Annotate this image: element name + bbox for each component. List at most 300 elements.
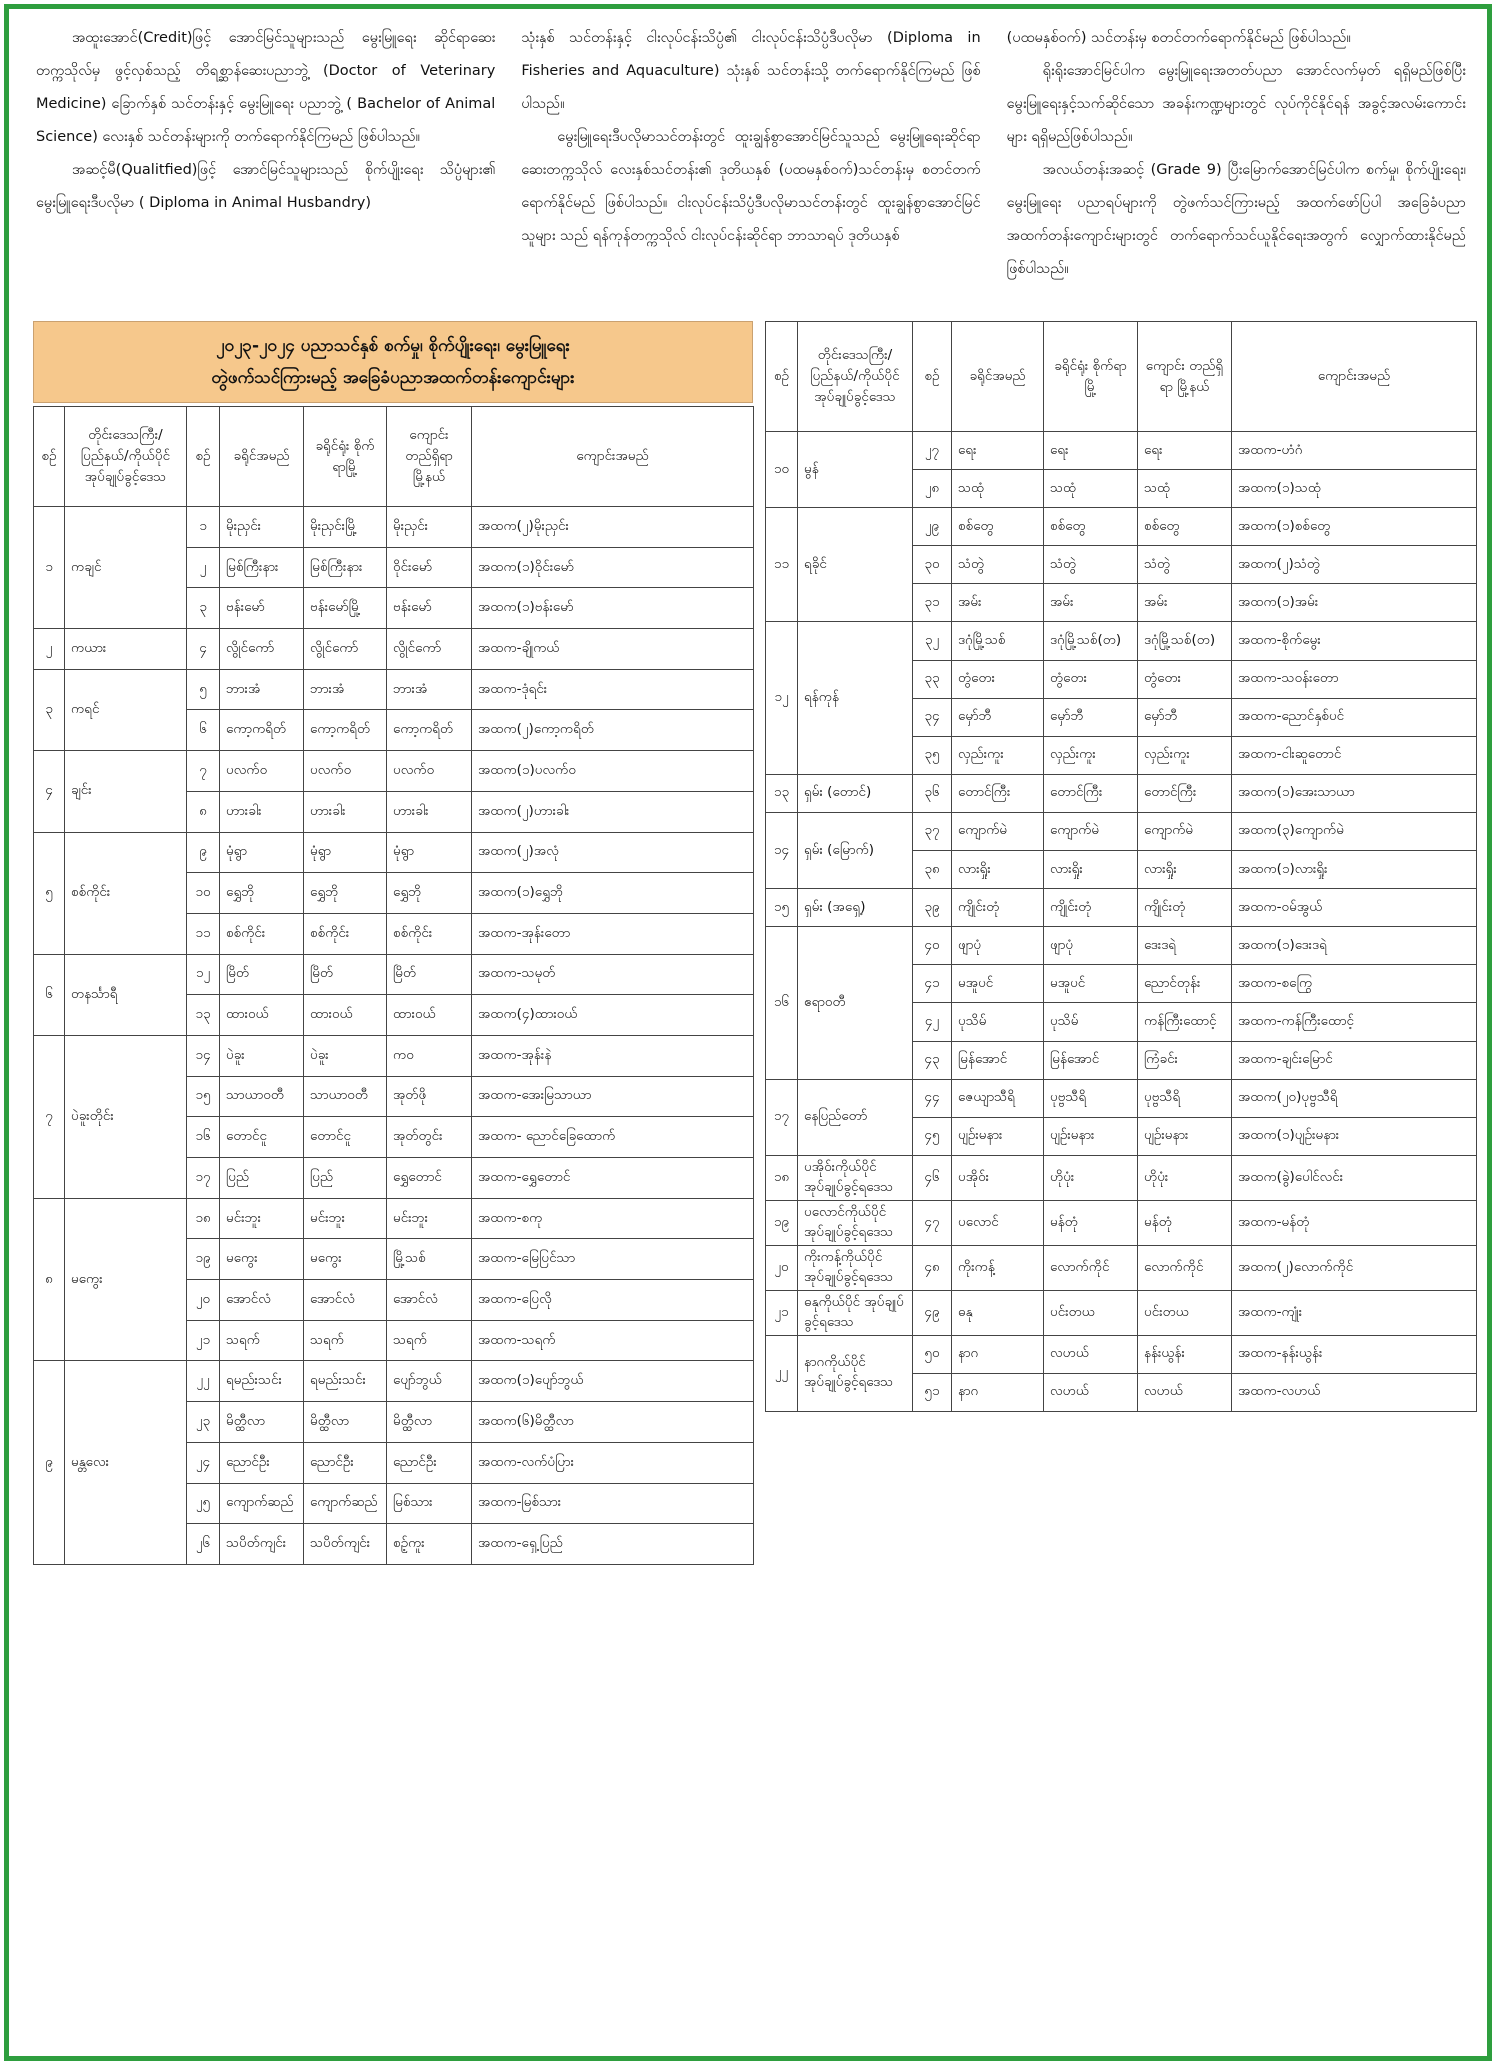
row-number: ၁၃: [187, 995, 220, 1036]
region-number: ၈: [34, 1198, 65, 1361]
paragraph: အဆင့်မီ(Qualitfied)ဖြင့် အောင်မြင်သူများသည် စိုက်ပျိုးရေး သိပ္ပံများ၏ မွေးမြူရေးဒီပလိုမာ ( Diploma in Animal Husbandry): [36, 162, 496, 211]
table-row: [34, 629, 754, 670]
row-number: ၃၄: [913, 698, 952, 736]
district-name: ဓနု: [952, 1290, 1044, 1335]
district-town: မင်းဘူး: [304, 1198, 387, 1239]
header-row: [34, 407, 754, 507]
school-township: ညောင်ဦး: [387, 1442, 472, 1483]
region-name: ကိုးကန့်ကိုယ်ပိုင် အုပ်ချုပ်ခွင့်ရဒေသ: [798, 1245, 913, 1290]
row-number: ၄၉: [913, 1290, 952, 1335]
school-township: ဝိုင်းမော်: [387, 547, 472, 588]
region-number: ၁၉: [766, 1200, 798, 1245]
district-name: ကျောက်ဆည်: [220, 1483, 304, 1524]
district-name: ပဲခူး: [220, 1035, 304, 1076]
district-town: မကွေး: [304, 1239, 387, 1280]
district-town: မြစ်ကြီးနား: [304, 547, 387, 588]
district-town: မိုးညှင်းမြို့: [304, 507, 387, 548]
school-name: အထက-သဝန်းတော: [1232, 660, 1477, 698]
school-township: လဟယ်: [1138, 1373, 1232, 1411]
school-township: အောင်လံ: [387, 1280, 472, 1321]
row-number: ၂၈: [913, 470, 952, 508]
row-number: ၁၀: [187, 873, 220, 914]
district-name: တောင်ငူ: [220, 1117, 304, 1158]
region-number: ၁: [34, 507, 65, 629]
district-name: ဗန်းမော်: [220, 588, 304, 629]
row-number: ၅၀: [913, 1335, 952, 1373]
school-township: ဒေးဒရဲ: [1138, 927, 1232, 965]
district-name: ပလောင်: [952, 1200, 1044, 1245]
district-name: မှော်ဘီ: [952, 698, 1044, 736]
district-town: သရက်: [304, 1320, 387, 1361]
district-town: ပင်းတယ: [1044, 1290, 1138, 1335]
school-township: မှော်ဘီ: [1138, 698, 1232, 736]
table-row: [34, 954, 754, 995]
school-name: အထက(၁)ပလက်ဝ: [472, 751, 754, 792]
school-township: အမ်း: [1138, 584, 1232, 622]
region-number: ၂၁: [766, 1290, 798, 1335]
district-name: ပျဉ်းမနား: [952, 1117, 1044, 1155]
school-township: မင်းဘူး: [387, 1198, 472, 1239]
region-name: ကယား: [65, 629, 187, 670]
region-number: ၁၀: [766, 432, 798, 508]
region-name: ရှမ်း (မြောက်): [798, 812, 913, 888]
row-number: ၃၀: [913, 546, 952, 584]
district-town: လှည်းကူး: [1044, 736, 1138, 774]
school-township: ဒဂုံမြို့သစ်(တ): [1138, 622, 1232, 660]
region-number: ၂၂: [766, 1335, 798, 1411]
region-number: ၁၈: [766, 1155, 798, 1200]
district-name: တွံတေး: [952, 660, 1044, 698]
district-name: ပအိုဝ်း: [952, 1155, 1044, 1200]
row-number: ၃၆: [913, 774, 952, 812]
district-name: ထားဝယ်: [220, 995, 304, 1036]
table-title-line-1: ၂၀၂၃-၂၀၂၄ ပညာသင်နှစ် စက်မှု၊ စိုက်ပျိုးရေး၊ မွေးမြူရေး: [216, 336, 570, 356]
row-number: ၂၂: [187, 1361, 220, 1402]
row-number: ၁: [187, 507, 220, 548]
school-name: အထက(၁)စစ်တွေ: [1232, 508, 1477, 546]
school-township: ကျောက်မဲ: [1138, 812, 1232, 850]
district-name: သပိတ်ကျင်း: [220, 1524, 304, 1565]
school-name: အထက-ချင်းမြောင်: [1232, 1041, 1477, 1079]
school-name: အထက-အုန်းတော: [472, 913, 754, 954]
school-township: စစ်ကိုင်း: [387, 913, 472, 954]
school-name: အထက-ရှေ့ပြည်: [472, 1524, 754, 1565]
row-number: ၄၃: [913, 1041, 952, 1079]
school-township: သံတွဲ: [1138, 546, 1232, 584]
row-number: ၅: [187, 669, 220, 710]
row-number: ၃၂: [913, 622, 952, 660]
school-name: အထက(၄)ထားဝယ်: [472, 995, 754, 1036]
school-township: ကြံခင်း: [1138, 1041, 1232, 1079]
intro-column-2: [521, 22, 980, 290]
district-name: မုံရွာ: [220, 832, 304, 873]
row-number: ၁၆: [187, 1117, 220, 1158]
district-town: ကျောက်မဲ: [1044, 812, 1138, 850]
header-row: [766, 322, 1477, 432]
school-township: မြို့သစ်: [387, 1239, 472, 1280]
school-township: လှည်းကူး: [1138, 736, 1232, 774]
district-name: လွိုင်ကော်: [220, 629, 304, 670]
school-name: အထက-မြေပြင်သာ: [472, 1239, 754, 1280]
district-name: ဇေယျာသီရိ: [952, 1079, 1044, 1117]
table-row: [766, 1079, 1477, 1117]
school-township: ကန်ကြီးထောင့်: [1138, 1003, 1232, 1041]
school-name: အထက-စကြွေ: [1232, 965, 1477, 1003]
school-township: မိတ္ထီလာ: [387, 1402, 472, 1443]
district-name: မိုးညှင်း: [220, 507, 304, 548]
school-township: ရေး: [1138, 432, 1232, 470]
school-name: အထက-သမုတ်: [472, 954, 754, 995]
school-name: အထက(၁)သထုံ: [1232, 470, 1477, 508]
row-number: ၂၆: [187, 1524, 220, 1565]
school-township: လောက်ကိုင်: [1138, 1245, 1232, 1290]
school-township: ပလက်ဝ: [387, 751, 472, 792]
district-town: ပုသိမ်: [1044, 1003, 1138, 1041]
school-township: မြိတ်: [387, 954, 472, 995]
district-name: ရွှေဘို: [220, 873, 304, 914]
school-name: အထက(၂)သံတွဲ: [1232, 546, 1477, 584]
district-name: သရက်: [220, 1320, 304, 1361]
region-name: မန္တလေး: [65, 1361, 187, 1564]
school-name: အထက-ဟံဂံ: [1232, 432, 1477, 470]
region-number: ၄: [34, 751, 65, 832]
school-name: အထက(၁)ဝိုင်းမော်: [472, 547, 754, 588]
col-header-sr: စဉ်: [766, 322, 798, 432]
district-town: အောင်လံ: [304, 1280, 387, 1321]
paragraph: ရိုးရိုးအောင်မြင်ပါက မွေးမြူရေးအတတ်ပညာ အောင်လက်မှတ် ရရှိမည်ဖြစ်ပြီး မွေးမြူရေးနှင့်သက်ဆိုင်သော အခန်းကဏ္ဍများတွင် လုပ်ကိုင်နိုင်ရန် အခွင့်အလမ်းကောင်းများ ရရှိမည်ဖြစ်ပါသည်။: [1006, 63, 1466, 145]
school-township: နန်းယွန်း: [1138, 1335, 1232, 1373]
col-header-region: တိုင်းဒေသကြီး/ ပြည်နယ်/ကိုယ်ပိုင် အုပ်ချုပ်ခွင့်ဒေသ: [798, 322, 913, 432]
col-header-sr: စဉ်: [34, 407, 65, 507]
district-name: မိတ္ထီလာ: [220, 1402, 304, 1443]
school-name: အထက(၃)ကျောက်မဲ: [1232, 812, 1477, 850]
region-number: ၁၇: [766, 1079, 798, 1155]
district-town: သံတွဲ: [1044, 546, 1138, 584]
table-row: [766, 1200, 1477, 1245]
school-name: အထက-ကျုံး: [1232, 1290, 1477, 1335]
region-name: တနင်္သာရီ: [65, 954, 187, 1035]
school-name: အထက-အုန်းနဲ: [472, 1035, 754, 1076]
row-number: ၄: [187, 629, 220, 670]
school-township: သထုံ: [1138, 470, 1232, 508]
district-town: မိတ္ထီလာ: [304, 1402, 387, 1443]
district-town: မုံရွာ: [304, 832, 387, 873]
school-township: သရက်: [387, 1320, 472, 1361]
school-township: ပုဗ္ဗသီရိ: [1138, 1079, 1232, 1117]
region-name: ပအိုဝ်းကိုယ်ပိုင် အုပ်ချုပ်ခွင့်ရဒေသ: [798, 1155, 913, 1200]
district-town: စစ်တွေ: [1044, 508, 1138, 546]
region-number: ၆: [34, 954, 65, 1035]
school-township: မြစ်သား: [387, 1483, 472, 1524]
row-number: ၈: [187, 791, 220, 832]
region-number: ၂: [34, 629, 65, 670]
col-header-district: ခရိုင်အမည်: [220, 407, 304, 507]
district-town: ပလက်ဝ: [304, 751, 387, 792]
school-township: ဘားအံ: [387, 669, 472, 710]
region-name: နေပြည်တော်: [798, 1079, 913, 1155]
district-name: ရမည်းသင်း: [220, 1361, 304, 1402]
district-town: အမ်း: [1044, 584, 1138, 622]
table-row: [34, 1035, 754, 1076]
row-number: ၂၁: [187, 1320, 220, 1361]
district-town: တောင်ကြီး: [1044, 774, 1138, 812]
row-number: ၄၆: [913, 1155, 952, 1200]
intro-column-1: [36, 22, 495, 290]
school-name: အထက-မြစ်သား: [472, 1483, 754, 1524]
district-town: ကော့ကရိတ်: [304, 710, 387, 751]
table-row: [34, 507, 754, 548]
table-row: [766, 1290, 1477, 1335]
row-number: ၂၀: [187, 1280, 220, 1321]
district-name: ပြည်: [220, 1158, 304, 1199]
school-township: လွိုင်ကော်: [387, 629, 472, 670]
table-row: [766, 432, 1477, 470]
row-number: ၆: [187, 710, 220, 751]
intro-column-3: [1007, 22, 1466, 290]
school-name: အထက-သရက်: [472, 1320, 754, 1361]
row-number: ၃၈: [913, 851, 952, 889]
district-name: ဟားခါး: [220, 791, 304, 832]
district-town: ပုဗ္ဗသီရိ: [1044, 1079, 1138, 1117]
row-number: ၂၅: [187, 1483, 220, 1524]
row-number: ၃၇: [913, 812, 952, 850]
school-township: ဗန်းမော်: [387, 588, 472, 629]
school-name: အထက-ငါးဆူတောင်: [1232, 736, 1477, 774]
school-township: ကျိုင်းတုံ: [1138, 889, 1232, 927]
school-township: ထားဝယ်: [387, 995, 472, 1036]
school-name: အထက(၁)ရွှေဘို: [472, 873, 754, 914]
school-name: အထက(၂)မိုးညှင်း: [472, 507, 754, 548]
region-number: ၁၂: [766, 622, 798, 774]
school-name: အထက(၂)ကော့ကရိတ်: [472, 710, 754, 751]
district-name: အောင်လံ: [220, 1280, 304, 1321]
district-name: ကျိုင်းတုံ: [952, 889, 1044, 927]
school-township: စဉ့်ကူး: [387, 1524, 472, 1565]
district-town: သာယာဝတီ: [304, 1076, 387, 1117]
school-name: အထက- ညောင်ခြေထောက်: [472, 1117, 754, 1158]
district-name: ကျောက်မဲ: [952, 812, 1044, 850]
schools-table-left: [33, 406, 754, 1565]
row-number: ၁၄: [187, 1035, 220, 1076]
region-number: ၃: [34, 669, 65, 750]
region-name: ဧရာဝတီ: [798, 927, 913, 1079]
region-number: ၁၆: [766, 927, 798, 1079]
school-name: အထက-ဝမ်အွယ်: [1232, 889, 1477, 927]
col-header-sr2: စဉ်: [913, 322, 952, 432]
region-number: ၁၅: [766, 889, 798, 927]
district-name: မြိတ်: [220, 954, 304, 995]
region-name: ရခိုင်: [798, 508, 913, 622]
district-town: ရွှေဘို: [304, 873, 387, 914]
paragraph: အထူးအောင်(Credit)ဖြင့် အောင်မြင်သူများသည် မွေးမြူရေး ဆိုင်ရာဆေးတက္ကသိုလ်မှ ဖွင့်လှစ်သည့် တိရစ္ဆာန်ဆေးပညာဘွဲ့ (Doctor of Veterinary Medicine) ခြောက်နှစ် သင်တန်းနှင့် မွေးမြူရေး ပညာဘွဲ့ ( Bachelor of Animal Science) လေးနှစ် သင်တန်းများကို တက်ရောက်နိုင်ကြမည် ဖြစ်ပါသည်။: [36, 30, 496, 145]
district-name: မအူပင်: [952, 965, 1044, 1003]
col-header-school-town: ကျောင်း တည်ရှိရာ မြို့နယ်: [1138, 322, 1232, 432]
district-town: လောက်ကိုင်: [1044, 1245, 1138, 1290]
row-number: ၃၅: [913, 736, 952, 774]
row-number: ၁၁: [187, 913, 220, 954]
district-name: လှည်းကူး: [952, 736, 1044, 774]
district-town: ဒဂုံမြို့သစ်(တ): [1044, 622, 1138, 660]
school-name: အထက-လဟယ်: [1232, 1373, 1477, 1411]
district-town: ဟားခါး: [304, 791, 387, 832]
table-title-line-2: တွဲဖက်သင်ကြားမည့် အခြေခံပညာအထက်တန်းကျောင်းများ: [211, 368, 575, 388]
district-town: ပြည်: [304, 1158, 387, 1199]
district-town: လဟယ်: [1044, 1373, 1138, 1411]
district-town: ရေး: [1044, 432, 1138, 470]
table-row: [34, 669, 754, 710]
district-name: သံတွဲ: [952, 546, 1044, 584]
district-town: ကျောက်ဆည်: [304, 1483, 387, 1524]
district-name: သထုံ: [952, 470, 1044, 508]
school-name: အထက-ကန်ကြီးထောင့်: [1232, 1003, 1477, 1041]
region-name: ပလောင်ကိုယ်ပိုင် အုပ်ချုပ်ခွင့်ရဒေသ: [798, 1200, 913, 1245]
district-town: ရမည်းသင်း: [304, 1361, 387, 1402]
school-township: ပင်းတယ: [1138, 1290, 1232, 1335]
district-name: မြစ်ကြီးနား: [220, 547, 304, 588]
row-number: ၂၄: [187, 1442, 220, 1483]
table-row: [766, 1335, 1477, 1373]
table-row: [34, 751, 754, 792]
district-town: လဟယ်: [1044, 1335, 1138, 1373]
school-name: အထက-စိုက်မွေး: [1232, 622, 1477, 660]
district-town: စစ်ကိုင်း: [304, 913, 387, 954]
region-number: ၁၁: [766, 508, 798, 622]
district-town: ပဲခူး: [304, 1035, 387, 1076]
region-name: ကချင်: [65, 507, 187, 629]
table-row: [766, 774, 1477, 812]
region-name: ဓနုကိုယ်ပိုင် အုပ်ချုပ်ခွင့်ရဒေသ: [798, 1290, 913, 1335]
intro-text: [36, 22, 1466, 290]
row-number: ၄၂: [913, 1003, 952, 1041]
school-name: အထက-ရွှေတောင်: [472, 1158, 754, 1199]
row-number: ၃၉: [913, 889, 952, 927]
school-name: အထက(၂)အလုံ: [472, 832, 754, 873]
district-name: နာဂ: [952, 1373, 1044, 1411]
district-town: သထုံ: [1044, 470, 1138, 508]
school-name: အထက(၂)လောက်ကိုင်: [1232, 1245, 1477, 1290]
school-name: အထက-နန်းယွန်း: [1232, 1335, 1477, 1373]
col-header-school-town: ကျောင်း တည်ရှိရာ မြို့နယ်: [387, 407, 472, 507]
row-number: ၁၂: [187, 954, 220, 995]
district-town: တွံတေး: [1044, 660, 1138, 698]
row-number: ၂၉: [913, 508, 952, 546]
school-township: ပျဉ်းမနား: [1138, 1117, 1232, 1155]
table-row: [766, 812, 1477, 850]
row-number: ၄၈: [913, 1245, 952, 1290]
district-name: ပလက်ဝ: [220, 751, 304, 792]
school-name: အထက-စကု: [472, 1198, 754, 1239]
school-name: အထက(၁)ပျဉ်းမနား: [1232, 1117, 1477, 1155]
district-town: မှော်ဘီ: [1044, 698, 1138, 736]
district-town: ကျိုင်းတုံ: [1044, 889, 1138, 927]
school-name: အထက(ခွဲ)ပေါင်လင်း: [1232, 1155, 1477, 1200]
school-township: စစ်တွေ: [1138, 508, 1232, 546]
school-township: တောင်ကြီး: [1138, 774, 1232, 812]
col-header-sr2: စဉ်: [187, 407, 220, 507]
region-number: ၅: [34, 832, 65, 954]
district-name: ကော့ကရိတ်: [220, 710, 304, 751]
paragraph: (ပထမနှစ်ဝက်) သင်တန်းမှ စတင်တက်ရောက်နိုင်မည် ဖြစ်ပါသည်။: [1006, 30, 1351, 46]
school-township: အုတ်တွင်း: [387, 1117, 472, 1158]
district-name: မြန်အောင်: [952, 1041, 1044, 1079]
district-town: မအူပင်: [1044, 965, 1138, 1003]
col-header-school: ကျောင်းအမည်: [1232, 322, 1477, 432]
table-row: [34, 1361, 754, 1402]
region-number: ၉: [34, 1361, 65, 1564]
region-name: မွန်: [798, 432, 913, 508]
school-township: ဟားခါး: [387, 791, 472, 832]
district-town: ဘားအံ: [304, 669, 387, 710]
school-township: မိုးညှင်း: [387, 507, 472, 548]
district-town: ဖျာပုံ: [1044, 927, 1138, 965]
row-number: ၂၇: [913, 432, 952, 470]
table-row: [34, 1198, 754, 1239]
school-name: အထက(၆)မိတ္ထီလာ: [472, 1402, 754, 1443]
school-name: အထက(၁)ပျော်ဘွယ်: [472, 1361, 754, 1402]
school-name: အထက-မန်တုံ: [1232, 1200, 1477, 1245]
row-number: ၂၃: [187, 1402, 220, 1443]
col-header-region: တိုင်းဒေသကြီး/ ပြည်နယ်/ကိုယ်ပိုင် အုပ်ချုပ်ခွင့်ဒေသ: [65, 407, 187, 507]
row-number: ၄၄: [913, 1079, 952, 1117]
region-name: စစ်ကိုင်း: [65, 832, 187, 954]
district-name: ကိုးကန့်: [952, 1245, 1044, 1290]
district-town: ပျဉ်းမနား: [1044, 1117, 1138, 1155]
district-town: လွိုင်ကော်: [304, 629, 387, 670]
school-township: ရွှေတောင်: [387, 1158, 472, 1199]
region-number: ၇: [34, 1035, 65, 1198]
school-township: တွံတေး: [1138, 660, 1232, 698]
col-header-town: ခရိုင်ရုံး စိုက်ရာမြို့: [304, 407, 387, 507]
row-number: ၁၇: [187, 1158, 220, 1199]
table-row: [766, 622, 1477, 660]
district-town: မြန်အောင်: [1044, 1041, 1138, 1079]
school-township: မန်တုံ: [1138, 1200, 1232, 1245]
row-number: ၃၁: [913, 584, 952, 622]
row-number: ၄၇: [913, 1200, 952, 1245]
region-name: မကွေး: [65, 1198, 187, 1361]
col-header-school: ကျောင်းအမည်: [472, 407, 754, 507]
district-town: ထားဝယ်: [304, 995, 387, 1036]
table-row: [34, 832, 754, 873]
row-number: ၉: [187, 832, 220, 873]
school-name: အထက(၁)အေးသာယာ: [1232, 774, 1477, 812]
school-name: အထက-ဒုံရင်း: [472, 669, 754, 710]
region-name: နာဂကိုယ်ပိုင် အုပ်ချုပ်ခွင့်ရဒေသ: [798, 1335, 913, 1411]
row-number: ၄၅: [913, 1117, 952, 1155]
district-town: ညောင်ဦး: [304, 1442, 387, 1483]
district-name: ဒဂုံမြို့သစ်: [952, 622, 1044, 660]
district-town: မန်တုံ: [1044, 1200, 1138, 1245]
region-number: ၂၀: [766, 1245, 798, 1290]
district-name: သာယာဝတီ: [220, 1076, 304, 1117]
table-row: [766, 508, 1477, 546]
district-town: ဟိုပုံး: [1044, 1155, 1138, 1200]
school-name: အထက(၂)ဟားခါး: [472, 791, 754, 832]
region-name: ရှမ်း (တောင်): [798, 774, 913, 812]
region-name: ရန်ကုန်: [798, 622, 913, 774]
region-name: ပဲခူးတိုင်း: [65, 1035, 187, 1198]
school-township: ဟိုပုံး: [1138, 1155, 1232, 1200]
table-title: [33, 321, 753, 403]
school-name: အထက-ချိုကယ်: [472, 629, 754, 670]
school-township: ကဝ: [387, 1035, 472, 1076]
paragraph: အလယ်တန်းအဆင့် (Grade 9) ပြီးမြောက်အောင်မြင်ပါက စက်မှု၊ စိုက်ပျိုးရေး၊ မွေးမြူရေး ပညာရပ်များကို တွဲဖက်သင်ကြားမည့် အထက်ဖော်ပြပါ အခြေခံပညာအထက်တန်းကျောင်းများတွင် တက်ရောက်သင်ယူနိုင်ရေးအတွက် လျှောက်ထားနိုင်မည်ဖြစ်ပါသည်။: [1006, 162, 1466, 277]
row-number: ၁၈: [187, 1198, 220, 1239]
school-name: အထက(၁)ဒေးဒရဲ: [1232, 927, 1477, 965]
row-number: ၅၁: [913, 1373, 952, 1411]
school-township: ကော့ကရိတ်: [387, 710, 472, 751]
school-township: ပျော်ဘွယ်: [387, 1361, 472, 1402]
